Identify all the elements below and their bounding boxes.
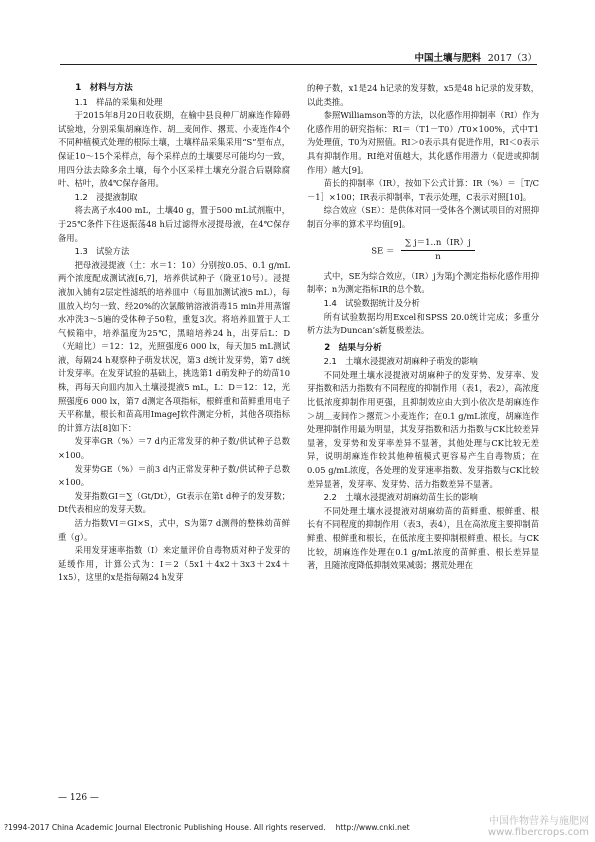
- paragraph-results-seedling: 不同处理土壤水浸提液对胡麻幼苗的苗鲜重、根鲜重、根长有不同程度的抑制作用（表3，表4），且在高浓度主要抑制苗鲜重、根鲜重和根长，在低浓度主要抑制根鲜重、根长。与CK比较，胡麻连作处理在0.1 g/mL浓度的苗鲜重、根长差异显著，且随浓度降低抑制效果减弱；撂荒处理在: [307, 505, 539, 571]
- section-heading-1-2: 1.2 浸提液制取: [74, 191, 138, 202]
- journal-title: 中国土壤与肥料: [414, 53, 481, 64]
- section-heading-2: 2 结果与分析: [324, 342, 382, 353]
- formula-germination-rate: 发芽率GR（%）＝7 d内正常发芽的种子数/供试种子总数×100。: [58, 436, 290, 461]
- paragraph-ri: 参照Williamson等的方法，以化感作用抑制率（RI）作为化感作用的研究指标：RI＝（T1－T0）/T0×100%，式中T1为处理值，T0为对照值。RI＞0表示具有促进作用，RI＜0表示具有抑制作用。RI绝对值越大，其化感作用潜力（促进或抑制作用）越大[9]。: [307, 110, 539, 175]
- paragraph-ir: 苗长的抑制率（IR），按如下公式计算：IR（%）＝［T/C－1］×100；IR表示抑制率，T表示处理，C表示对照[10]。: [307, 178, 539, 202]
- section-heading-2-2: 2.2 土壤水浸提液对胡麻幼苗生长的影响: [323, 492, 478, 503]
- paragraph-se-explain: 式中，SE为综合效应，（IR）j为第j个测定指标化感作用抑制率；n为测定指标IR的总个数。: [307, 270, 539, 295]
- paragraph-sampling: 于2015年8月20日收获期，在榆中县良种厂胡麻连作障碍试验地，分别采集胡麻连作、胡＿麦间作、撂荒、小麦连作4个不同种植模式处理的根际土壤，土壤样品采集采用“S”型布点，保证10～15个采样点，每个采样点的土壤要尽可能均匀一致，用四分法去除多余土壤，每个小区采样土壤充分混合后剔除腐叶、枯叶，放4℃保存备用。: [58, 110, 290, 189]
- se-formula-denominator: n: [435, 252, 441, 263]
- paragraph-statistics: 所有试验数据均用Excel和SPSS 20.0统计完成；多重分析方法为Duncan’s新复极差法。: [307, 311, 539, 336]
- se-formula: [307, 237, 539, 265]
- formula-germination-index: 发芽指数GI＝∑（Gt/Dt），Gt表示在第t d种子的发芽数；Dt代表相应的发芽天数。: [58, 490, 290, 515]
- paragraph-extract: 将去离子水400 mL，土壤40 g，置于500 mL试剂瓶中，于25℃条件下往返振荡48 h后过滤得水浸提母液，在4℃保存备用。: [58, 205, 290, 243]
- paragraph-method: 把母液浸提液（土：水＝1：10）分别按0.05、0.1 g/mL两个浓度配成测试液[6,7]，培养供试种子（陇亚10号）。浸提液加入铺有2层定性滤纸的培养皿中（每皿加测试液5 mL），每皿放入均匀一致、经20%的次氯酸钠溶液消毒15 min并用蒸馏水冲洗3～5遍的受体种子50粒，重复3次。将培养皿置于人工气候箱中，培养温度为25℃，黑暗培养24 h，出芽后L：D（光暗比）＝12：12，光照强度6 000 lx，每天加5 mL测试液，每隔24 h观察种子萌发状况，第3 d统计发芽势，第7 d统计发芽率。在发芽试验的基础上，挑选第1 d萌发种子的幼苗10株，再每天向皿内加入土壤浸提液5 mL，L：D＝12：12，光照强度6 000 lx，第7 d测定各项指标，根鲜重和苗鲜重用电子天平称量，根长和苗高用ImageJ软件测定分析，其他各项指标的计算方法[8]如下：: [58, 259, 290, 433]
- site-watermark: [488, 816, 589, 838]
- se-formula-numerator: ∑ j＝1..n（IR）j: [401, 237, 475, 252]
- section-heading-1-4: 1.4 试验数据统计及分析: [323, 297, 420, 308]
- se-formula-lhs: SE ＝: [371, 246, 395, 257]
- watermark-line-2: www.fibercrops.com: [487, 827, 589, 838]
- se-formula-fraction: [401, 237, 475, 265]
- formula-vigor-index: 活力指数VI＝GI×S，式中，S为第7 d测得的整株幼苗鲜重（g）。: [58, 518, 290, 542]
- issue-number: 2017（3）: [487, 53, 537, 64]
- watermark-line-1: 中国作物营养与施肥网: [489, 816, 589, 827]
- left-column: [58, 82, 290, 585]
- copyright-footer: ?1994-2017 China Academic Journal Electronic Publishing House. All rights reserved. http://www.cnki.net: [4, 823, 410, 832]
- formula-germination-energy: 发芽势GE（%）＝前3 d内正常发芽种子数/供试种子总数×100。: [58, 463, 290, 488]
- section-heading-1-1: 1.1 样品的采集和处理: [74, 96, 163, 107]
- right-column: [307, 82, 539, 573]
- paragraph-speed-index: 采用发芽速率指数（I）来定量评价自毒物质对种子发芽的延缓作用，计算公式为：I＝2（5x1＋4x2＋3x3＋2x4＋1x5），这里的x是指每隔24 h发芽: [58, 545, 290, 583]
- section-heading-2-1: 2.1 土壤水浸提液对胡麻种子萌发的影响: [323, 356, 478, 367]
- paragraph-se: 综合效应（SE）：是供体对同一受体各个测试项目的对照抑制百分率的算术平均值[9]。: [307, 205, 539, 229]
- paragraph-continued: 的种子数，x1是24 h记录的发芽数，x5是48 h记录的发芽数，以此类推。: [307, 83, 539, 107]
- page-number: — 126 —: [58, 793, 99, 803]
- section-heading-1: 1 材料与方法: [75, 83, 133, 93]
- paragraph-results-germination: 不同处理土壤水浸提液对胡麻种子的发芽势、发芽率、发芽指数和活力指数有不同程度的抑制作用（表1，表2），高浓度比低浓度抑制作用更强，且抑制效应由大到小依次是胡麻连作＞胡＿麦间作＞撂荒＞小麦连作；在0.1 g/mL浓度，胡麻连作处理抑制作用最为明显，其发芽指数和活力指数与CK比较差异显著，发芽势和发芽率差异不显著，其他处理与CK比较无差异，说明胡麻连作较其他种植模式更容易产生自毒物质；在0.05 g/mL浓度，各处理的发芽速率指数、发芽指数与CK比较差异显著，发芽率、发芽势、活力指数差异不显著。: [307, 369, 539, 489]
- running-header: [60, 50, 537, 65]
- section-heading-1-3: 1.3 试验方法: [74, 246, 130, 257]
